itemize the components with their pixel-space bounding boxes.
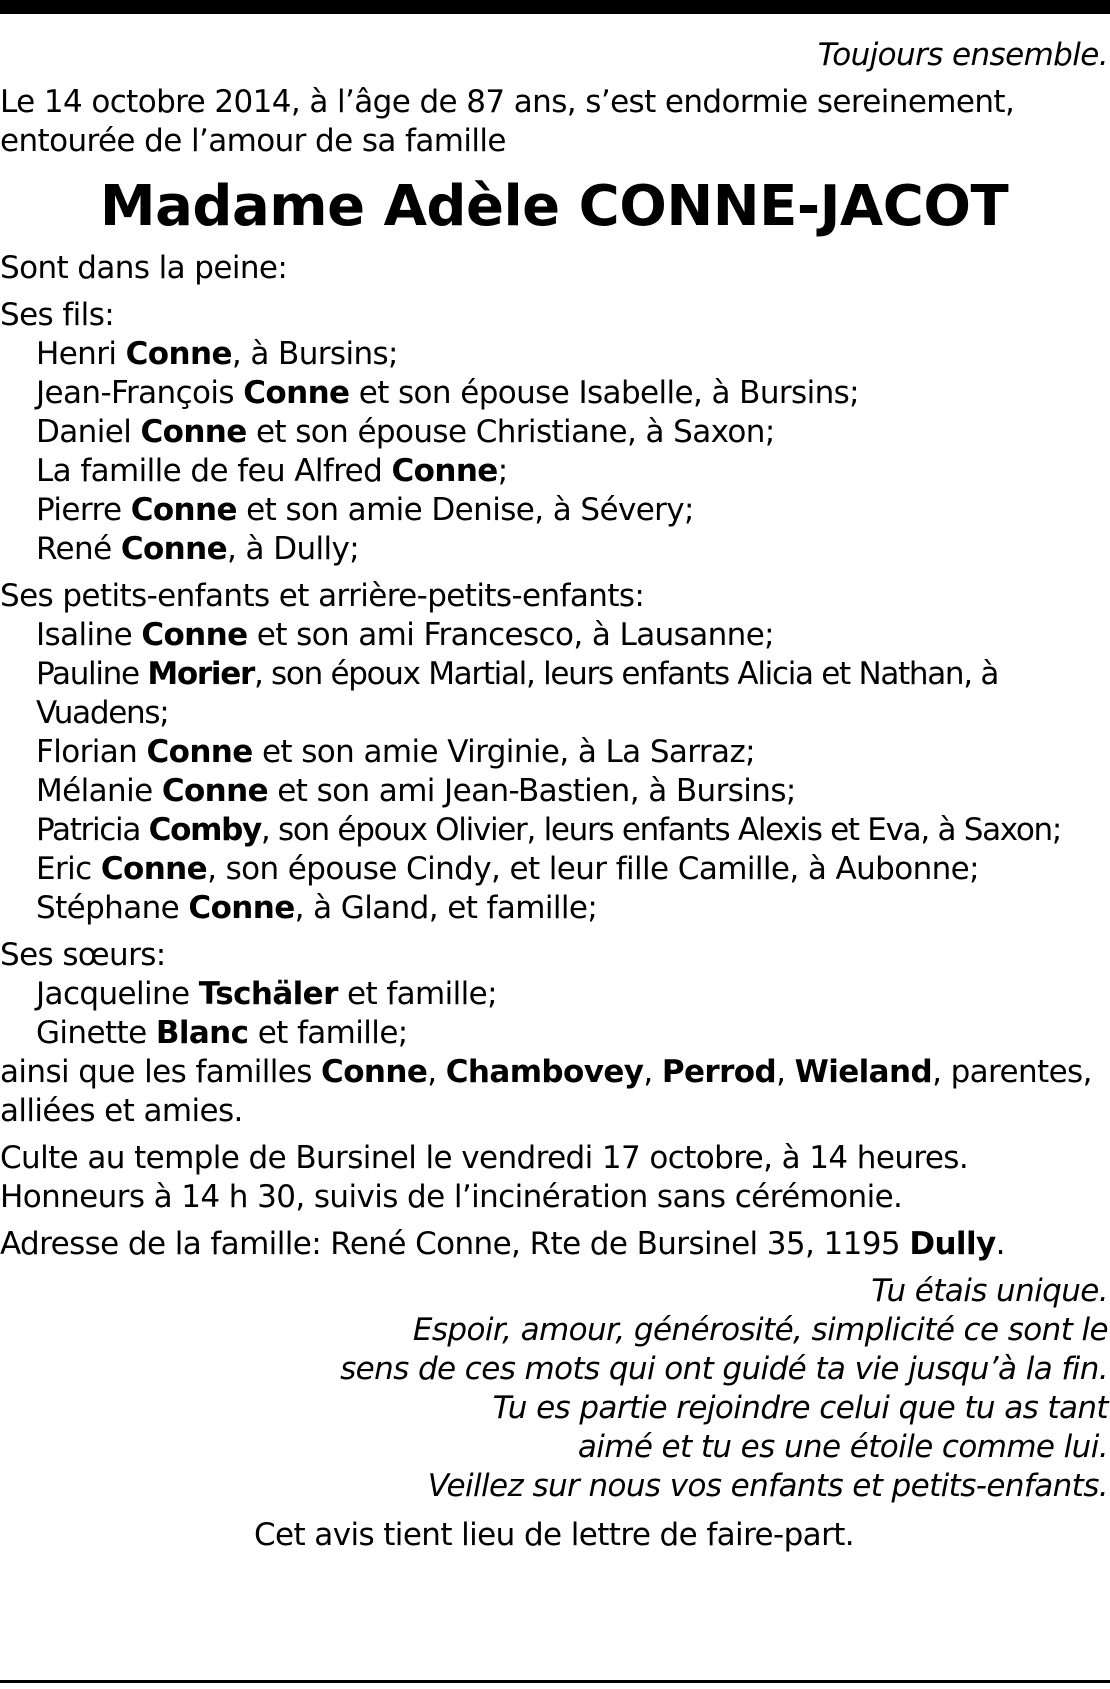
- mourners-heading: Sont dans la peine:: [0, 250, 288, 286]
- list-item: Florian Conne et son amie Virginie, à La Sarraz;: [36, 734, 755, 770]
- poem-line: Tu étais unique.: [871, 1273, 1108, 1309]
- closing-note: Cet avis tient lieu de lettre de faire-part.: [253, 1517, 855, 1553]
- list-item: Eric Conne, son épouse Cindy, et leur fille Camille, à Aubonne;: [36, 851, 979, 887]
- family-address: Adresse de la famille: René Conne, Rte de Bursinel 35, 1195 Dully.: [0, 1226, 1005, 1262]
- list-item: La famille de feu Alfred Conne;: [36, 453, 508, 489]
- list-item: Henri Conne, à Bursins;: [36, 336, 398, 372]
- list-item: René Conne, à Dully;: [36, 531, 360, 567]
- poem-line: Tu es partie rejoindre celui que tu as tant: [492, 1390, 1108, 1426]
- list-item: Pauline Morier, son époux Martial, leurs enfants Alicia et Nathan, à Vuadens;: [36, 656, 999, 731]
- list-item: Jean-François Conne et son épouse Isabelle, à Bursins;: [36, 375, 860, 411]
- list-item: Isaline Conne et son ami Francesco, à Lausanne;: [36, 617, 775, 653]
- service-info: Culte au temple de Bursinel le vendredi 17 octobre, à 14 heures. Honneurs à 14 h 30, suivis de l’incinération sans cérémonie.: [0, 1140, 969, 1215]
- deceased-name: Madame Adèle CONNE-JACOT: [99, 174, 1009, 239]
- list-item: Mélanie Conne et son ami Jean-Bastien, à Bursins;: [36, 773, 796, 809]
- list-item: Stéphane Conne, à Gland, et famille;: [36, 890, 598, 926]
- sons-list: [0, 335, 1108, 569]
- poem-line: sens de ces mots qui ont guidé ta vie jusqu’à la fin.: [340, 1351, 1108, 1387]
- poem-line: Veillez sur nous vos enfants et petits-enfants.: [427, 1468, 1108, 1504]
- sons-heading: Ses fils:: [0, 297, 115, 333]
- list-item: Daniel Conne et son épouse Christiane, à Saxon;: [36, 414, 775, 450]
- top-rule: [0, 0, 1110, 14]
- grandchildren-heading: Ses petits-enfants et arrière-petits-enfants:: [0, 578, 645, 614]
- obituary-notice: [0, 36, 1108, 1555]
- sisters-heading: Ses sœurs:: [0, 937, 166, 973]
- poem: [0, 1272, 1108, 1506]
- list-item: Jacqueline Tschäler et famille;: [36, 976, 497, 1012]
- motto: Toujours ensemble.: [817, 37, 1108, 73]
- poem-line: Espoir, amour, générosité, simplicité ce sont le: [412, 1312, 1108, 1348]
- bottom-rule: [0, 1680, 1110, 1683]
- list-item: Pierre Conne et son amie Denise, à Sévery;: [36, 492, 694, 528]
- poem-line: aimé et tu es une étoile comme lui.: [577, 1429, 1108, 1465]
- grandchildren-list: [0, 616, 1108, 928]
- sisters-list: [0, 975, 1108, 1053]
- list-item: Patricia Comby, son époux Olivier, leurs enfants Alexis et Eva, à Saxon;: [36, 812, 1062, 848]
- intro-text: Le 14 octobre 2014, à l’âge de 87 ans, s’est endormie sereinement, entourée de l’amour de sa famille: [0, 84, 1015, 159]
- list-item: Ginette Blanc et famille;: [36, 1015, 408, 1051]
- families-line: ainsi que les familles Conne, Chambovey, Perrod, Wieland, parentes, alliées et amies.: [0, 1054, 1092, 1129]
